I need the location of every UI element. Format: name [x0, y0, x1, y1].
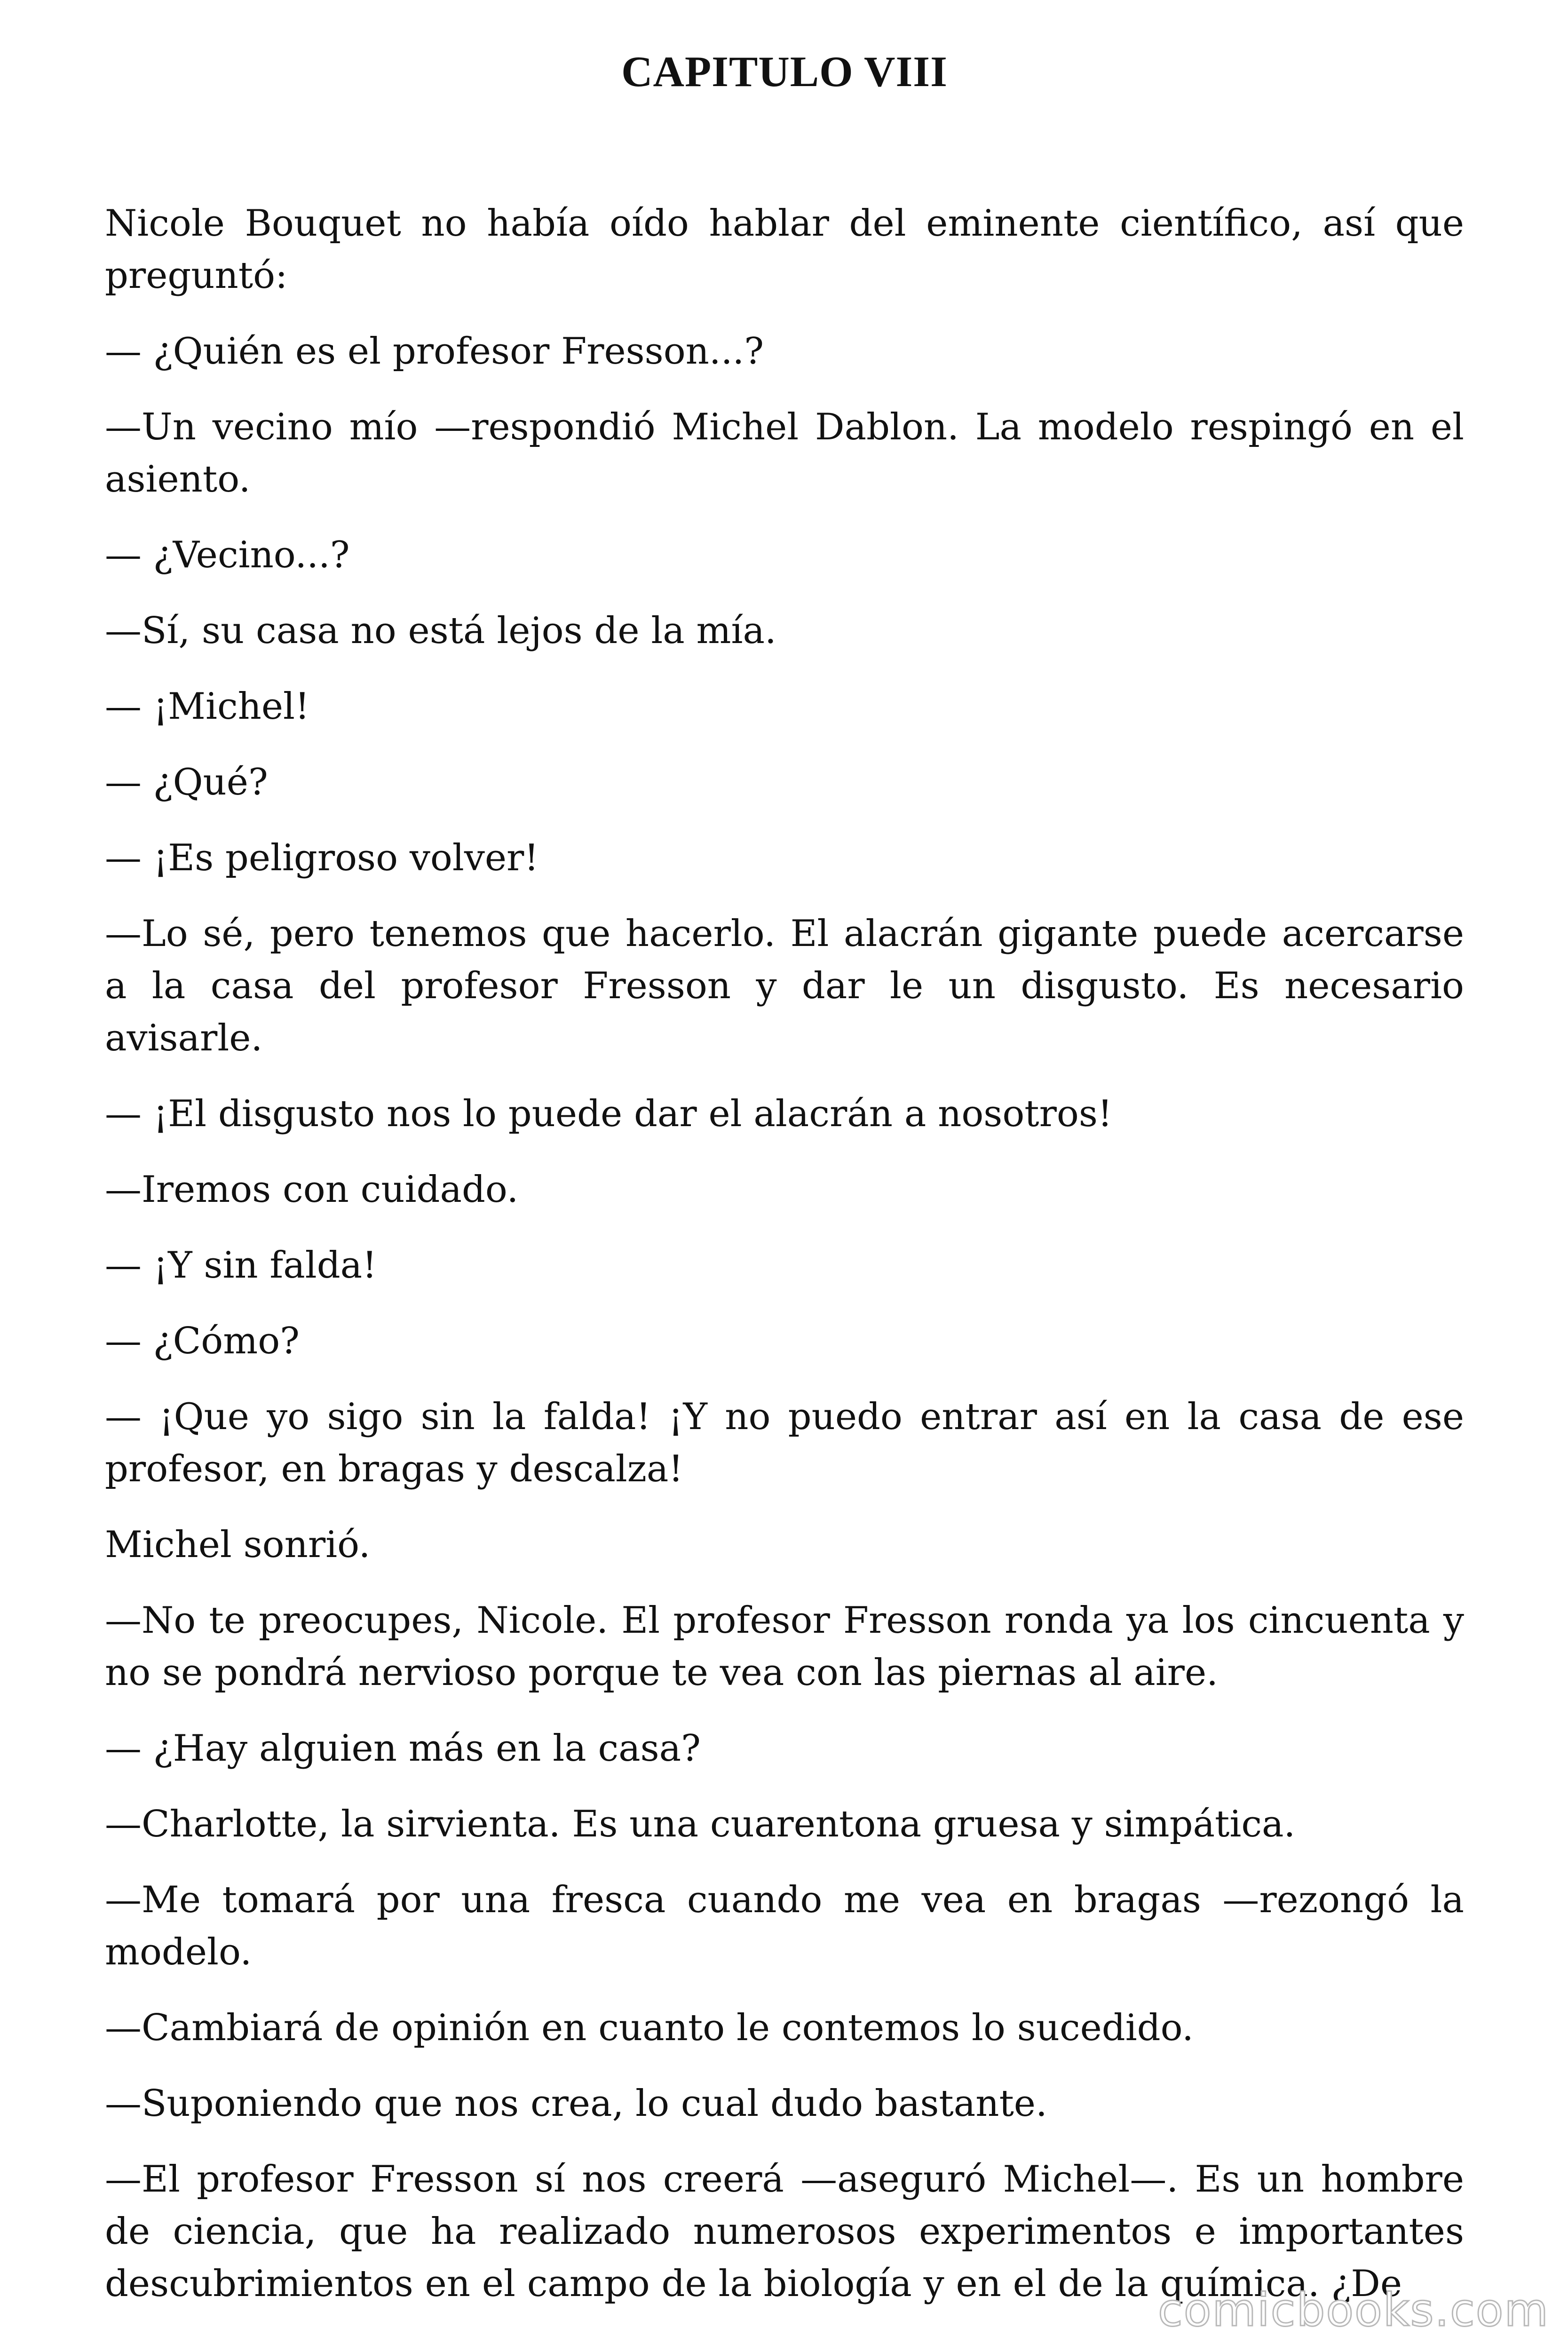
paragraph: —Cambiará de opinión en cuanto le contemos lo sucedido.: [105, 2007, 1194, 2049]
paragraph: Michel sonrió.: [105, 1524, 371, 1566]
paragraph: Nicole Bouquet no había oído hablar del eminente científico, así que preguntó:: [105, 202, 1464, 297]
paragraph: — ¡Y sin falda!: [105, 1244, 377, 1287]
paragraph: —Lo sé, pero tenemos que hacerlo. El alacrán gigante puede acercarse a la casa del profesor Fresson y dar le un disgusto. Es necesario avisarle.: [105, 913, 1464, 1059]
paragraph: — ¿Vecino...?: [105, 534, 350, 576]
chapter-title: CAPITULO VIII: [621, 48, 948, 95]
paragraph: —Me tomará por una fresca cuando me vea en bragas —rezongó la modelo.: [105, 1879, 1464, 1973]
paragraph: — ¡El disgusto nos lo puede dar el alacrán a nosotros!: [105, 1093, 1113, 1135]
paragraph: — ¿Qué?: [105, 761, 268, 803]
paragraph: — ¡Michel!: [105, 685, 310, 728]
paragraph: —Suponiendo que nos crea, lo cual dudo bastante.: [105, 2082, 1047, 2125]
paragraph: —No te preocupes, Nicole. El profesor Fresson ronda ya los cincuenta y no se pondrá nervioso porque te vea con las piernas al aire.: [105, 1599, 1464, 1694]
paragraph: — ¡Es peligroso volver!: [105, 837, 539, 879]
paragraph: — ¿Cómo?: [105, 1320, 300, 1362]
paragraph: — ¿Hay alguien más en la casa?: [105, 1727, 701, 1770]
site-watermark: comicbooks.com: [1157, 2284, 1549, 2336]
paragraph: —Charlotte, la sirvienta. Es una cuarentona gruesa y simpática.: [105, 1803, 1296, 1845]
paragraph: —El profesor Fresson sí nos creerá —aseguró Michel—. Es un hombre de ciencia, que ha realizado numerosos experimentos e importantes descubrimientos en el campo de la biología y en el de la química. ¿De: [105, 2158, 1464, 2305]
paragraph: —Sí, su casa no está lejos de la mía.: [105, 610, 776, 652]
book-page: [105, 0, 1464, 2352]
paragraph: —Iremos con cuidado.: [105, 1168, 519, 1211]
paragraph: — ¿Quién es el profesor Fresson...?: [105, 330, 764, 373]
paragraph: — ¡Que yo sigo sin la falda! ¡Y no puedo entrar así en la casa de ese profesor, en bragas y descalza!: [105, 1396, 1464, 1490]
chapter-text: [105, 198, 1464, 2334]
paragraph: —Un vecino mío —respondió Michel Dablon. La modelo respingó en el asiento.: [105, 406, 1464, 501]
